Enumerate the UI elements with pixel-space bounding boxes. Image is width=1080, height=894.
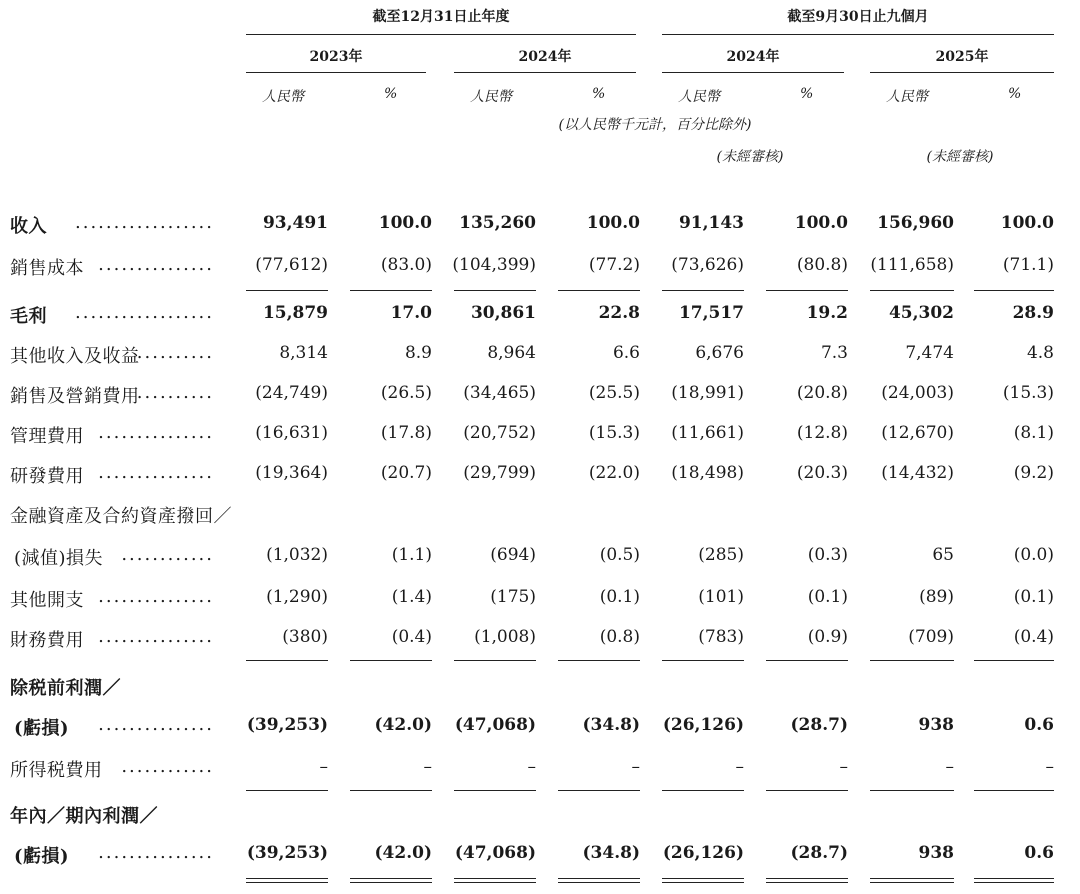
- table-cell: (15.3): [1002, 383, 1054, 403]
- table-cell: (47,068): [454, 843, 536, 863]
- table-cell: (42.0): [374, 715, 432, 735]
- table-cell: (42.0): [374, 843, 432, 863]
- unit-rmb: 人民幣: [886, 89, 928, 105]
- subtotal-rule: [454, 660, 536, 661]
- table-cell: (20.7): [380, 463, 432, 483]
- table-cell: 45,302: [888, 303, 954, 323]
- table-cell: (20.8): [796, 383, 848, 403]
- subtotal-rule: [246, 790, 328, 791]
- row-label: 所得税費用: [10, 760, 103, 781]
- subtotal-rule: [350, 290, 432, 291]
- total-double-rule: [454, 878, 536, 883]
- table-cell: (34,465): [463, 383, 536, 403]
- table-cell: (77,612): [255, 255, 328, 275]
- table-cell: 17,517: [678, 303, 744, 323]
- unit-pct: %: [1008, 86, 1022, 102]
- table-cell: –: [423, 757, 432, 777]
- total-double-rule: [870, 878, 954, 883]
- table-cell: (12,670): [881, 423, 954, 443]
- subtotal-rule: [558, 290, 640, 291]
- table-cell: (71.1): [1002, 255, 1054, 275]
- table-cell: (14,432): [881, 463, 954, 483]
- dot-leader: ...............: [98, 714, 214, 735]
- table-cell: –: [1045, 757, 1054, 777]
- total-double-rule: [558, 878, 640, 883]
- row-label: (虧損): [14, 718, 70, 739]
- row-label: 研發費用: [10, 466, 84, 487]
- table-cell: 65: [932, 545, 954, 565]
- dot-leader: ...............: [98, 462, 214, 483]
- row-label: 毛利: [10, 306, 47, 327]
- total-double-rule: [974, 878, 1054, 883]
- total-double-rule: [662, 878, 744, 883]
- unit-pct: %: [384, 86, 398, 102]
- table-cell: (0.0): [1013, 545, 1054, 565]
- unit-rmb: 人民幣: [678, 89, 720, 105]
- table-cell: (0.3): [807, 545, 848, 565]
- table-cell: (104,399): [452, 255, 536, 275]
- table-cell: (34.8): [582, 715, 640, 735]
- subtotal-rule: [766, 790, 848, 791]
- table-cell: 100.0: [378, 213, 432, 233]
- table-cell: 8,314: [279, 343, 328, 363]
- dot-leader: ...............: [98, 422, 214, 443]
- table-cell: (47,068): [454, 715, 536, 735]
- row-label: 管理費用: [10, 426, 84, 447]
- year-rule: [246, 72, 426, 73]
- row-label: 其他收入及收益: [10, 346, 140, 367]
- row-label: 其他開支: [10, 590, 84, 611]
- unit-rmb: 人民幣: [470, 89, 512, 105]
- subtotal-rule: [454, 290, 536, 291]
- table-cell: (783): [698, 627, 744, 647]
- unit-rmb: 人民幣: [262, 89, 304, 105]
- table-cell: (0.1): [1013, 587, 1054, 607]
- subtotal-rule: [974, 660, 1054, 661]
- subtotal-rule: [558, 790, 640, 791]
- subtotal-rule: [350, 660, 432, 661]
- table-cell: 19.2: [806, 303, 848, 323]
- table-cell: (0.9): [807, 627, 848, 647]
- table-cell: 938: [918, 715, 954, 735]
- period-header-nine-months: 截至9月30日止九個月: [787, 9, 929, 25]
- table-cell: 0.6: [1024, 715, 1054, 735]
- subtotal-rule: [870, 290, 954, 291]
- table-cell: (89): [919, 587, 954, 607]
- table-cell: (26,126): [662, 715, 744, 735]
- table-cell: (175): [490, 587, 536, 607]
- table-cell: 8.9: [404, 343, 432, 363]
- table-cell: 15,879: [262, 303, 328, 323]
- subtotal-rule: [454, 790, 536, 791]
- dot-leader: ..................: [75, 302, 214, 323]
- dot-leader: ...............: [98, 626, 214, 647]
- year-header: 2023年: [309, 49, 363, 65]
- table-cell: (694): [490, 545, 536, 565]
- table-cell: 135,260: [459, 213, 536, 233]
- year-header: 2025年: [935, 49, 989, 65]
- table-cell: (0.5): [599, 545, 640, 565]
- subtotal-rule: [558, 660, 640, 661]
- table-cell: (39,253): [246, 843, 328, 863]
- table-cell: (9.2): [1013, 463, 1054, 483]
- table-cell: (20,752): [463, 423, 536, 443]
- table-cell: (26.5): [380, 383, 432, 403]
- subtotal-rule: [766, 660, 848, 661]
- period-rule: [662, 34, 1054, 35]
- table-cell: (0.8): [599, 627, 640, 647]
- year-rule: [454, 72, 636, 73]
- table-cell: 4.8: [1026, 343, 1054, 363]
- table-cell: (26,126): [662, 843, 744, 863]
- table-cell: (1.1): [391, 545, 432, 565]
- table-cell: (18,991): [671, 383, 744, 403]
- subtotal-rule: [350, 790, 432, 791]
- table-cell: (28.7): [790, 715, 848, 735]
- table-cell: 8,964: [487, 343, 536, 363]
- table-cell: (709): [908, 627, 954, 647]
- table-cell: 100.0: [586, 213, 640, 233]
- table-cell: (11,661): [671, 423, 744, 443]
- dot-leader: ..........: [136, 342, 214, 363]
- dot-leader: ...............: [98, 842, 214, 863]
- unaudited-note: (未經審核): [716, 149, 784, 165]
- period-rule: [246, 34, 636, 35]
- table-cell: (285): [698, 545, 744, 565]
- table-cell: (16,631): [255, 423, 328, 443]
- table-cell: (12.8): [796, 423, 848, 443]
- total-double-rule: [350, 878, 432, 883]
- table-cell: (380): [282, 627, 328, 647]
- table-cell: –: [319, 757, 328, 777]
- table-cell: 100.0: [794, 213, 848, 233]
- year-header: 2024年: [518, 49, 572, 65]
- table-cell: –: [527, 757, 536, 777]
- table-cell: (0.1): [807, 587, 848, 607]
- subtotal-rule: [246, 660, 328, 661]
- table-cell: 100.0: [1000, 213, 1054, 233]
- dot-leader: ............: [121, 544, 214, 565]
- table-cell: (80.8): [796, 255, 848, 275]
- row-label: 收入: [10, 216, 47, 237]
- subtotal-rule: [662, 790, 744, 791]
- unit-pct: %: [592, 86, 606, 102]
- table-cell: (111,658): [870, 255, 954, 275]
- table-cell: (0.4): [391, 627, 432, 647]
- table-cell: (0.4): [1013, 627, 1054, 647]
- dot-leader: ...............: [98, 586, 214, 607]
- year-rule: [870, 72, 1054, 73]
- table-cell: (24,003): [881, 383, 954, 403]
- table-cell: 6.6: [612, 343, 640, 363]
- table-cell: (24,749): [255, 383, 328, 403]
- table-cell: –: [945, 757, 954, 777]
- table-cell: (34.8): [582, 843, 640, 863]
- table-cell: (25.5): [588, 383, 640, 403]
- table-cell: –: [839, 757, 848, 777]
- table-cell: (29,799): [463, 463, 536, 483]
- unit-pct: %: [800, 86, 814, 102]
- period-header-full-year: 截至12月31日止年度: [372, 9, 510, 25]
- table-cell: (17.8): [380, 423, 432, 443]
- subtotal-rule: [974, 290, 1054, 291]
- table-cell: 17.0: [390, 303, 432, 323]
- table-cell: (77.2): [588, 255, 640, 275]
- subtotal-rule: [662, 290, 744, 291]
- row-label: 銷售及營銷費用: [10, 386, 140, 407]
- table-cell: (101): [698, 587, 744, 607]
- table-cell: –: [631, 757, 640, 777]
- table-cell: (1,008): [474, 627, 536, 647]
- table-cell: 938: [918, 843, 954, 863]
- table-cell: 93,491: [262, 213, 328, 233]
- table-cell: 7,474: [905, 343, 954, 363]
- table-cell: (22.0): [588, 463, 640, 483]
- subtotal-rule: [246, 290, 328, 291]
- table-cell: 91,143: [678, 213, 744, 233]
- table-cell: (73,626): [671, 255, 744, 275]
- table-cell: (15.3): [588, 423, 640, 443]
- unaudited-note: (未經審核): [926, 149, 994, 165]
- row-label: (虧損): [14, 846, 70, 867]
- table-cell: (39,253): [246, 715, 328, 735]
- table-cell: 28.9: [1012, 303, 1054, 323]
- table-cell: (19,364): [255, 463, 328, 483]
- table-cell: –: [735, 757, 744, 777]
- row-label: 銷售成本: [10, 258, 84, 279]
- subtotal-rule: [974, 790, 1054, 791]
- table-cell: (0.1): [599, 587, 640, 607]
- table-cell: 30,861: [470, 303, 536, 323]
- table-cell: (83.0): [380, 255, 432, 275]
- dot-leader: ..................: [75, 212, 214, 233]
- subtotal-rule: [662, 660, 744, 661]
- total-double-rule: [766, 878, 848, 883]
- table-cell: (20.3): [796, 463, 848, 483]
- row-label: 財務費用: [10, 630, 84, 651]
- table-cell: 0.6: [1024, 843, 1054, 863]
- table-cell: 22.8: [598, 303, 640, 323]
- row-label: 除税前利潤／: [10, 678, 121, 699]
- table-cell: (1,032): [266, 545, 328, 565]
- table-cell: (1,290): [266, 587, 328, 607]
- dot-leader: ............: [121, 756, 214, 777]
- dot-leader: ..........: [136, 382, 214, 403]
- total-double-rule: [246, 878, 328, 883]
- table-cell: (18,498): [671, 463, 744, 483]
- table-cell: (1.4): [391, 587, 432, 607]
- year-rule: [662, 72, 844, 73]
- row-label: (減值)損失: [14, 548, 104, 569]
- table-cell: 6,676: [695, 343, 744, 363]
- row-label: 年內／期內利潤／: [10, 806, 158, 827]
- year-header: 2024年: [726, 49, 780, 65]
- subtotal-rule: [870, 790, 954, 791]
- row-label: 金融資產及合約資產撥回／: [10, 506, 232, 527]
- table-cell: 156,960: [877, 213, 954, 233]
- table-cell: 7.3: [820, 343, 848, 363]
- currency-note: (以人民幣千元計，百分比除外): [558, 117, 752, 133]
- dot-leader: ...............: [98, 254, 214, 275]
- subtotal-rule: [766, 290, 848, 291]
- table-cell: (28.7): [790, 843, 848, 863]
- table-cell: (8.1): [1013, 423, 1054, 443]
- subtotal-rule: [870, 660, 954, 661]
